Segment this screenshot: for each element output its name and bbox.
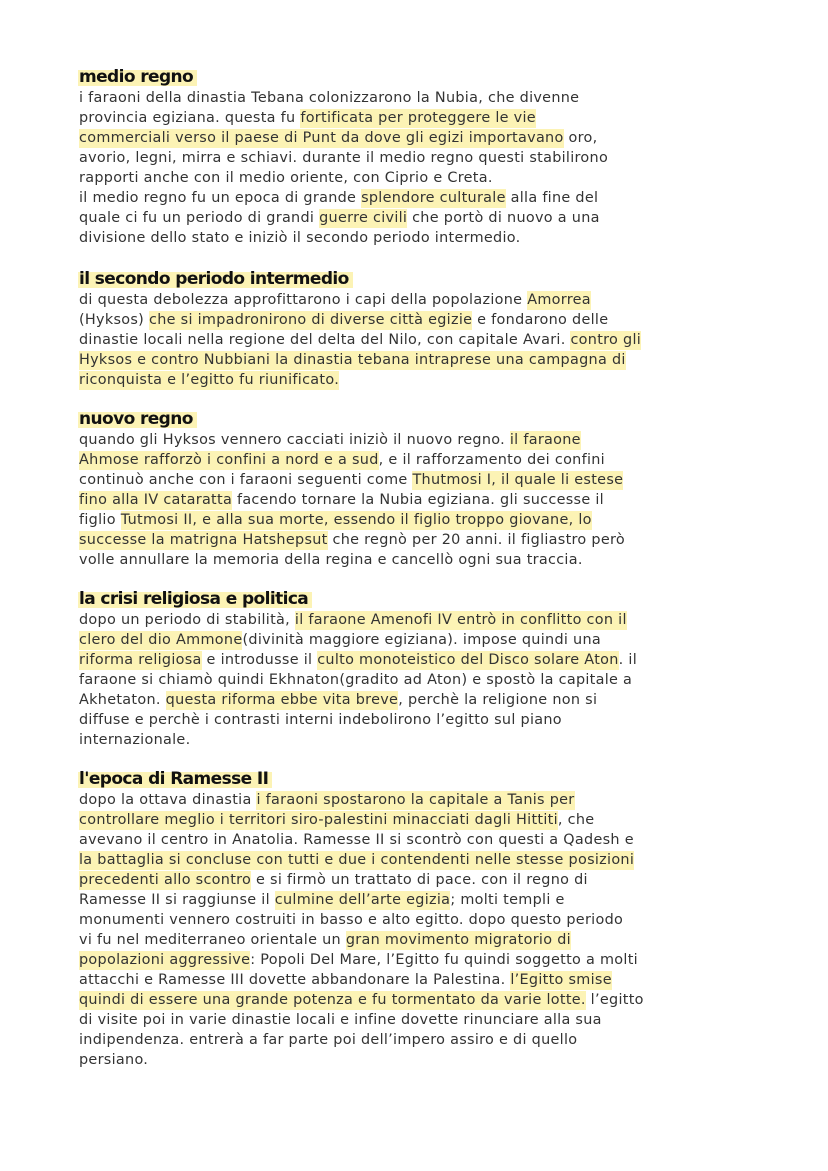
section-paragraph xyxy=(79,430,788,570)
highlighted-text: culto monoteistico del Disco solare Aton xyxy=(317,652,619,668)
highlighted-text: splendore culturale xyxy=(361,190,506,206)
text-segment: (divinità maggiore egiziana). impose quindi una xyxy=(242,632,602,648)
text-segment: l’egitto di visite poi in varie dinastie locali e infine dovette rinunciare alla sua indipendenza. entrerà a far parte poi dell’impero assiro e di quello persiano. xyxy=(79,992,644,1068)
text-segment: e si firmò un trattato di pace. con il regno di Ramesse II si raggiunse il xyxy=(79,872,588,908)
text-segment: dopo un periodo di stabilità, xyxy=(79,612,295,628)
text-segment: , che avevano il centro in Anatolia. Ramesse II si scontrò con questi a Qadesh e xyxy=(79,812,634,848)
highlighted-text: Amorrea xyxy=(527,292,591,308)
section-nuovo-regno xyxy=(79,408,788,570)
text-segment: , e il rafforzamento dei confini continuò anche con i faraoni seguenti come xyxy=(79,452,605,488)
text-segment: alla fine del quale ci fu un periodo di grandi xyxy=(79,190,599,226)
text-segment: di questa debolezza approfittarono i capi della popolazione xyxy=(79,292,528,308)
text-segment: e fondarono delle dinastie locali nella regione del delta del Nilo, con capitale Avari. xyxy=(79,312,609,348)
section-paragraph xyxy=(79,610,788,750)
section-paragraph xyxy=(79,790,788,1070)
section-heading: medio regno xyxy=(78,66,197,88)
section-medio-regno xyxy=(79,66,788,248)
highlighted-text: il faraone Amenofi IV entrò in conflitto con il clero del dio Ammone xyxy=(79,612,627,648)
text-segment: quando gli Hyksos vennero cacciati iniziò il nuovo regno. xyxy=(79,432,510,448)
highlighted-text: l’Egitto smise quindi di essere una grande potenza e fu tormentato da varie lotte. xyxy=(79,972,612,1008)
highlighted-text: fortificata per proteggere le vie commerciali verso il paese di Punt da dove gli egizi importavano xyxy=(79,110,564,146)
highlighted-text: che si impadronirono di diverse città egizie xyxy=(148,312,473,328)
text-segment: , perchè la religione non si diffuse e perchè i contrasti interni indebolirono l’egitto sul piano internazionale. xyxy=(79,692,598,748)
section-crisi-religiosa xyxy=(79,588,788,750)
text-segment: dopo la ottava dinastia xyxy=(79,792,257,808)
highlighted-text: Tutmosi II, e alla sua morte, essendo il figlio troppo giovane, lo successe la matrigna Hatshepsut xyxy=(79,512,592,548)
highlighted-text: i faraoni spostarono la capitale a Tanis per controllare meglio i territori siro-palestini minacciati dagli Hittiti xyxy=(79,792,575,828)
text-segment: facendo tornare la Nubia egiziana. gli successe il figlio xyxy=(79,492,604,528)
section-heading: l'epoca di Ramesse II xyxy=(78,768,272,790)
highlighted-text: Thutmosi I, il quale li estese fino alla IV cataratta xyxy=(79,472,624,508)
section-paragraph xyxy=(79,290,788,390)
section-secondo-periodo-intermedio xyxy=(79,268,788,390)
highlighted-text: la battaglia si concluse con tutti e due i contendenti nelle stesse posizioni precedenti allo scontro xyxy=(79,852,635,888)
text-segment: oro, avorio, legni, mirra e schiavi. durante il medio regno questi stabilirono rapporti anche con il medio oriente, con Ciprio e Creta. il medio regno fu un epoca di grande xyxy=(79,130,609,206)
text-segment: che regnò per 20 anni. il figliastro però volle annullare la memoria della regina e cancellò ogni sua traccia. xyxy=(79,532,625,568)
section-epoca-ramesse xyxy=(79,768,788,1070)
section-heading: la crisi religiosa e politica xyxy=(78,588,312,610)
highlighted-text: questa riforma ebbe vita breve xyxy=(165,692,399,708)
text-segment: . il faraone si chiamò quindi Ekhnaton(gradito ad Aton) e spostò la capitale a Akhetaton. xyxy=(79,652,638,708)
section-heading: il secondo periodo intermedio xyxy=(78,268,353,290)
section-heading: nuovo regno xyxy=(78,408,197,430)
section-paragraph xyxy=(79,88,788,248)
highlighted-text: culmine dell’arte egizia xyxy=(274,892,451,908)
text-segment: i faraoni della dinastia Tebana colonizzarono la Nubia, che divenne provincia egiziana. questa fu xyxy=(79,90,580,126)
text-segment: e introdusse il xyxy=(201,652,318,668)
text-segment: (Hyksos) xyxy=(79,312,145,328)
highlighted-text: il faraone Ahmose rafforzò i confini a nord e a sud xyxy=(79,432,581,468)
text-segment: che portò di nuovo a una divisione dello stato e iniziò il secondo periodo intermedio. xyxy=(79,210,600,246)
text-segment: : Popoli Del Mare, l’Egitto fu quindi soggetto a molti attacchi e Ramesse III dovette abbandonare la Palestina. xyxy=(79,952,638,988)
highlighted-text: guerre civili xyxy=(319,210,408,226)
highlighted-text: gran movimento migratorio di popolazioni aggressive xyxy=(79,932,571,968)
text-segment: ; molti templi e monumenti vennero costruiti in basso e alto egitto. dopo questo periodo vi fu nel mediterraneo orientale un xyxy=(79,892,624,948)
highlighted-text: contro gli Hyksos e contro Nubbiani la dinastia tebana intraprese una campagna di riconquista e l’egitto fu riunificato. xyxy=(79,332,642,388)
highlighted-text: riforma religiosa xyxy=(79,652,202,668)
